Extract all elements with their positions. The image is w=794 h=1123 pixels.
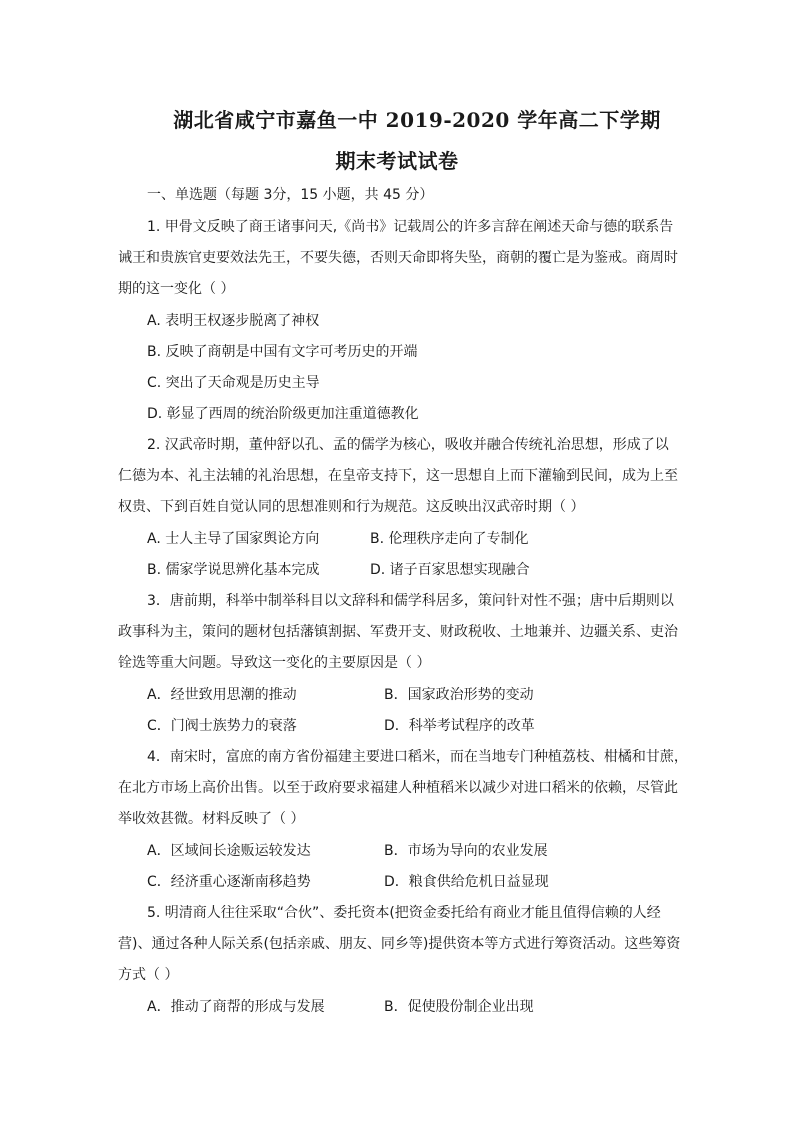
question-3-option-a: A．经世致用思潮的推动 [147,687,297,703]
question-1-line-3: 期的这一变化（ ） [118,281,235,297]
question-5-line-1: 5. 明清商人往往采取“合伙”、委托资本(把资金委托给有商业才能且值得信赖的人经 [147,905,661,921]
question-5-option-a: A．推动了商帮的形成与发展 [147,999,325,1015]
section-heading: 一、单选题（每题 3分，15 小题，共 45 分） [147,187,434,203]
question-3-line-1: 3．唐前期，科举中制举科目以文辞科和儒学科居多，策问针对性不强；唐中后期则以 [147,593,674,609]
question-3-option-d: D．科举考试程序的改革 [384,718,535,734]
exam-subtitle: 期末考试试卷 [335,149,459,173]
question-4-line-1: 4．南宋时，富庶的南方省份福建主要进口稻米，而在当地专门种植荔枝、柑橘和甘蔗， [147,749,688,765]
question-3-line-3: 铨选等重大问题。导致这一变化的主要原因是（ ） [118,655,431,671]
question-4-line-2: 在北方市场上高价出售。以至于政府要求福建人种植稻米以减少对进口稻米的依赖，尽管此 [118,780,678,796]
question-1-option-c: C. 突出了天命观是历史主导 [147,375,320,391]
question-5-line-3: 方式（ ） [118,967,179,983]
question-2-option-3: B. 儒家学说思辨化基本完成 [147,562,320,578]
question-1-option-a: A. 表明王权逐步脱离了神权 [147,313,320,329]
exam-title: 湖北省咸宁市嘉鱼一中 2019-2020 学年高二下学期 [173,108,661,132]
question-4-option-c: C．经济重心逐渐南移趋势 [147,874,311,890]
question-2-option-4: D. 诸子百家思想实现融合 [370,562,530,578]
question-2-line-2: 仁德为本、礼主法辅的礼治思想，在皇帝支持下，这一思想自上而下灌输到民间，成为上至 [118,468,678,484]
question-1-option-d: D. 彰显了西周的统治阶级更加注重道德教化 [147,406,419,422]
question-4-option-d: D．粮食供给危机日益显现 [384,874,549,890]
question-4-option-a: A．区域间长途贩运较发达 [147,843,311,859]
question-5-option-b: B．促使股份制企业出现 [384,999,534,1015]
question-2-option-1: A. 士人主导了国家舆论方向 [147,531,320,547]
question-2-option-2: B. 伦理秩序走向了专制化 [370,531,529,547]
question-1-line-2: 诫王和贵族官吏要效法先王，不要失德，否则天命即将失坠，商朝的覆亡是为鉴戒。商周时 [118,250,678,266]
question-2-line-1: 2. 汉武帝时期，董仲舒以孔、孟的儒学为核心，吸收并融合传统礼治思想，形成了以 [147,437,669,453]
question-4-option-b: B．市场为导向的农业发展 [384,843,548,859]
question-3-option-c: C．门阀士族势力的衰落 [147,718,297,734]
question-2-line-3: 权贵、下到百姓自觉认同的思想准则和行为规范。这反映出汉武帝时期（ ） [118,499,585,515]
question-3-option-b: B．国家政治形势的变动 [384,687,534,703]
question-4-line-3: 举收效甚微。材料反映了（ ） [118,811,305,827]
question-1-line-1: 1. 甲骨文反映了商王诸事问天,《尚书》记载周公的许多言辞在阐述天命与德的联系告 [147,219,674,235]
question-1-option-b: B. 反映了商朝是中国有文字可考历史的开端 [147,344,418,360]
question-5-line-2: 营)、通过各种人际关系(包括亲戚、朋友、同乡等)提供资本等方式进行筹资活动。这些筹资 [118,936,681,952]
question-3-line-2: 政事科为主，策问的题材包括藩镇割据、军费开支、财政税收、土地兼并、边疆关系、吏治 [118,624,678,640]
